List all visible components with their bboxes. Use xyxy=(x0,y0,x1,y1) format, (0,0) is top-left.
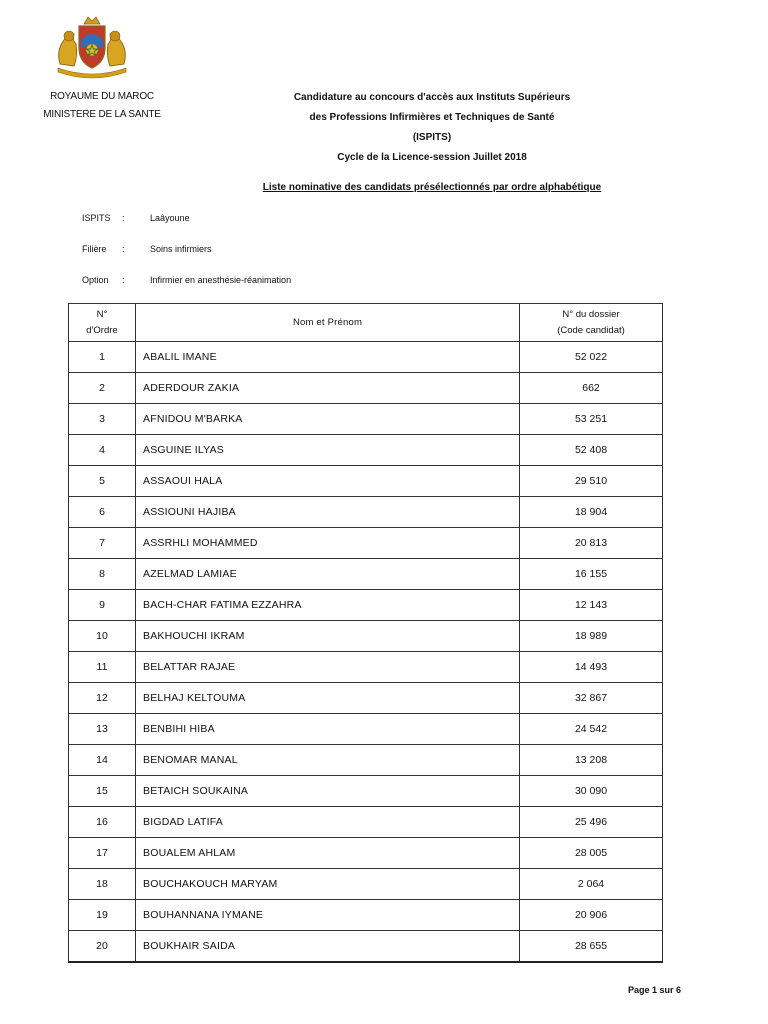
name-cell: BENOMAR MANAL xyxy=(136,745,520,776)
code-cell: 20 813 xyxy=(520,528,663,559)
table-row xyxy=(69,900,663,931)
code-cell: 28 005 xyxy=(520,838,663,869)
table-row xyxy=(69,590,663,621)
order-cell: 15 xyxy=(69,776,136,807)
order-cell: 6 xyxy=(69,497,136,528)
order-cell: 17 xyxy=(69,838,136,869)
table-row xyxy=(69,497,663,528)
order-cell: 11 xyxy=(69,652,136,683)
candidates-table xyxy=(68,303,663,963)
order-cell: 13 xyxy=(69,714,136,745)
name-cell: ABALIL IMANE xyxy=(136,342,520,373)
option-label: Option xyxy=(82,275,109,285)
name-cell: BELATTAR RAJAE xyxy=(136,652,520,683)
code-cell: 20 906 xyxy=(520,900,663,931)
info-filiere xyxy=(82,244,212,254)
code-cell: 14 493 xyxy=(520,652,663,683)
table-row xyxy=(69,466,663,497)
order-cell: 9 xyxy=(69,590,136,621)
code-cell: 18 989 xyxy=(520,621,663,652)
table-row xyxy=(69,404,663,435)
order-cell: 7 xyxy=(69,528,136,559)
code-cell: 53 251 xyxy=(520,404,663,435)
name-cell: ASSIOUNI HAJIBA xyxy=(136,497,520,528)
table-row xyxy=(69,931,663,963)
info-option xyxy=(82,275,291,285)
name-cell: ASSRHLI MOHAMMED xyxy=(136,528,520,559)
ispits-label: ISPITS xyxy=(82,213,111,223)
table-header-row xyxy=(69,304,663,342)
ispits-value: Laâyoune xyxy=(150,213,190,223)
code-cell: 32 867 xyxy=(520,683,663,714)
order-cell: 5 xyxy=(69,466,136,497)
name-cell: AZELMAD LAMIAE xyxy=(136,559,520,590)
separator: : xyxy=(122,275,125,285)
table-row xyxy=(69,838,663,869)
col-order-line2: d'Ordre xyxy=(86,324,118,336)
order-cell: 8 xyxy=(69,559,136,590)
ministry-label: MINISTERE DE LA SANTE xyxy=(43,109,161,120)
table-row xyxy=(69,714,663,745)
order-cell: 1 xyxy=(69,342,136,373)
order-cell: 18 xyxy=(69,869,136,900)
col-file-header xyxy=(520,304,663,342)
table-row xyxy=(69,621,663,652)
order-cell: 20 xyxy=(69,931,136,963)
kingdom-label: ROYAUME DU MAROC xyxy=(50,91,154,102)
filiere-label: Filière xyxy=(82,244,107,254)
order-cell: 14 xyxy=(69,745,136,776)
order-cell: 10 xyxy=(69,621,136,652)
table-row xyxy=(69,373,663,404)
col-file-line1: N° du dossier xyxy=(562,308,620,320)
table-row xyxy=(69,869,663,900)
title-line-3: (ISPITS) xyxy=(412,132,452,143)
name-cell: ADERDOUR ZAKIA xyxy=(136,373,520,404)
order-cell: 2 xyxy=(69,373,136,404)
col-name-header: Nom et Prénom xyxy=(136,304,520,342)
table-row xyxy=(69,559,663,590)
code-cell: 662 xyxy=(520,373,663,404)
page-number: Page 1 sur 6 xyxy=(628,985,682,995)
code-cell: 16 155 xyxy=(520,559,663,590)
table-row xyxy=(69,342,663,373)
name-cell: BIGDAD LATIFA xyxy=(136,807,520,838)
code-cell: 29 510 xyxy=(520,466,663,497)
table-row xyxy=(69,528,663,559)
col-order-line1: N° xyxy=(96,308,108,320)
separator: : xyxy=(122,213,125,223)
code-cell: 18 904 xyxy=(520,497,663,528)
name-cell: ASSAOUI HALA xyxy=(136,466,520,497)
code-cell: 13 208 xyxy=(520,745,663,776)
code-cell: 52 408 xyxy=(520,435,663,466)
name-cell: BOUALEM AHLAM xyxy=(136,838,520,869)
name-cell: AFNIDOU M'BARKA xyxy=(136,404,520,435)
code-cell: 30 090 xyxy=(520,776,663,807)
filiere-value: Soins infirmiers xyxy=(150,244,212,254)
table-row xyxy=(69,745,663,776)
code-cell: 25 496 xyxy=(520,807,663,838)
col-order-header xyxy=(69,304,136,342)
order-cell: 3 xyxy=(69,404,136,435)
name-cell: BETAICH SOUKAINA xyxy=(136,776,520,807)
order-cell: 16 xyxy=(69,807,136,838)
name-cell: ASGUINE ILYAS xyxy=(136,435,520,466)
option-value: Infirmier en anesthésie-réanimation xyxy=(150,275,292,285)
order-cell: 12 xyxy=(69,683,136,714)
name-cell: BENBIHI HIBA xyxy=(136,714,520,745)
info-ispits xyxy=(82,213,190,223)
table-row xyxy=(69,652,663,683)
title-line-4: Cycle de la Licence-session Juillet 2018 xyxy=(337,152,527,163)
order-cell: 4 xyxy=(69,435,136,466)
name-cell: BOUKHAIR SAIDA xyxy=(136,931,520,963)
title-line-1: Candidature au concours d'accès aux Instituts Supérieurs xyxy=(293,92,571,103)
code-cell: 52 022 xyxy=(520,342,663,373)
table-row xyxy=(69,807,663,838)
code-cell: 28 655 xyxy=(520,931,663,963)
name-cell: BOUHANNANA IYMANE xyxy=(136,900,520,931)
table-row xyxy=(69,435,663,466)
coat-of-arms-icon xyxy=(50,14,134,80)
order-cell: 19 xyxy=(69,900,136,931)
separator: : xyxy=(122,244,125,254)
name-cell: BELHAJ KELTOUMA xyxy=(136,683,520,714)
list-subtitle: Liste nominative des candidats présélectionnés par ordre alphabétique xyxy=(262,182,602,193)
table-row xyxy=(69,683,663,714)
code-cell: 2 064 xyxy=(520,869,663,900)
code-cell: 12 143 xyxy=(520,590,663,621)
col-file-line2: (Code candidat) xyxy=(557,324,625,336)
title-line-2: des Professions Infirmières et Techniques de Santé xyxy=(309,112,555,123)
table-row xyxy=(69,776,663,807)
name-cell: BOUCHAKOUCH MARYAM xyxy=(136,869,520,900)
code-cell: 24 542 xyxy=(520,714,663,745)
name-cell: BAKHOUCHI IKRAM xyxy=(136,621,520,652)
name-cell: BACH-CHAR FATIMA EZZAHRA xyxy=(136,590,520,621)
